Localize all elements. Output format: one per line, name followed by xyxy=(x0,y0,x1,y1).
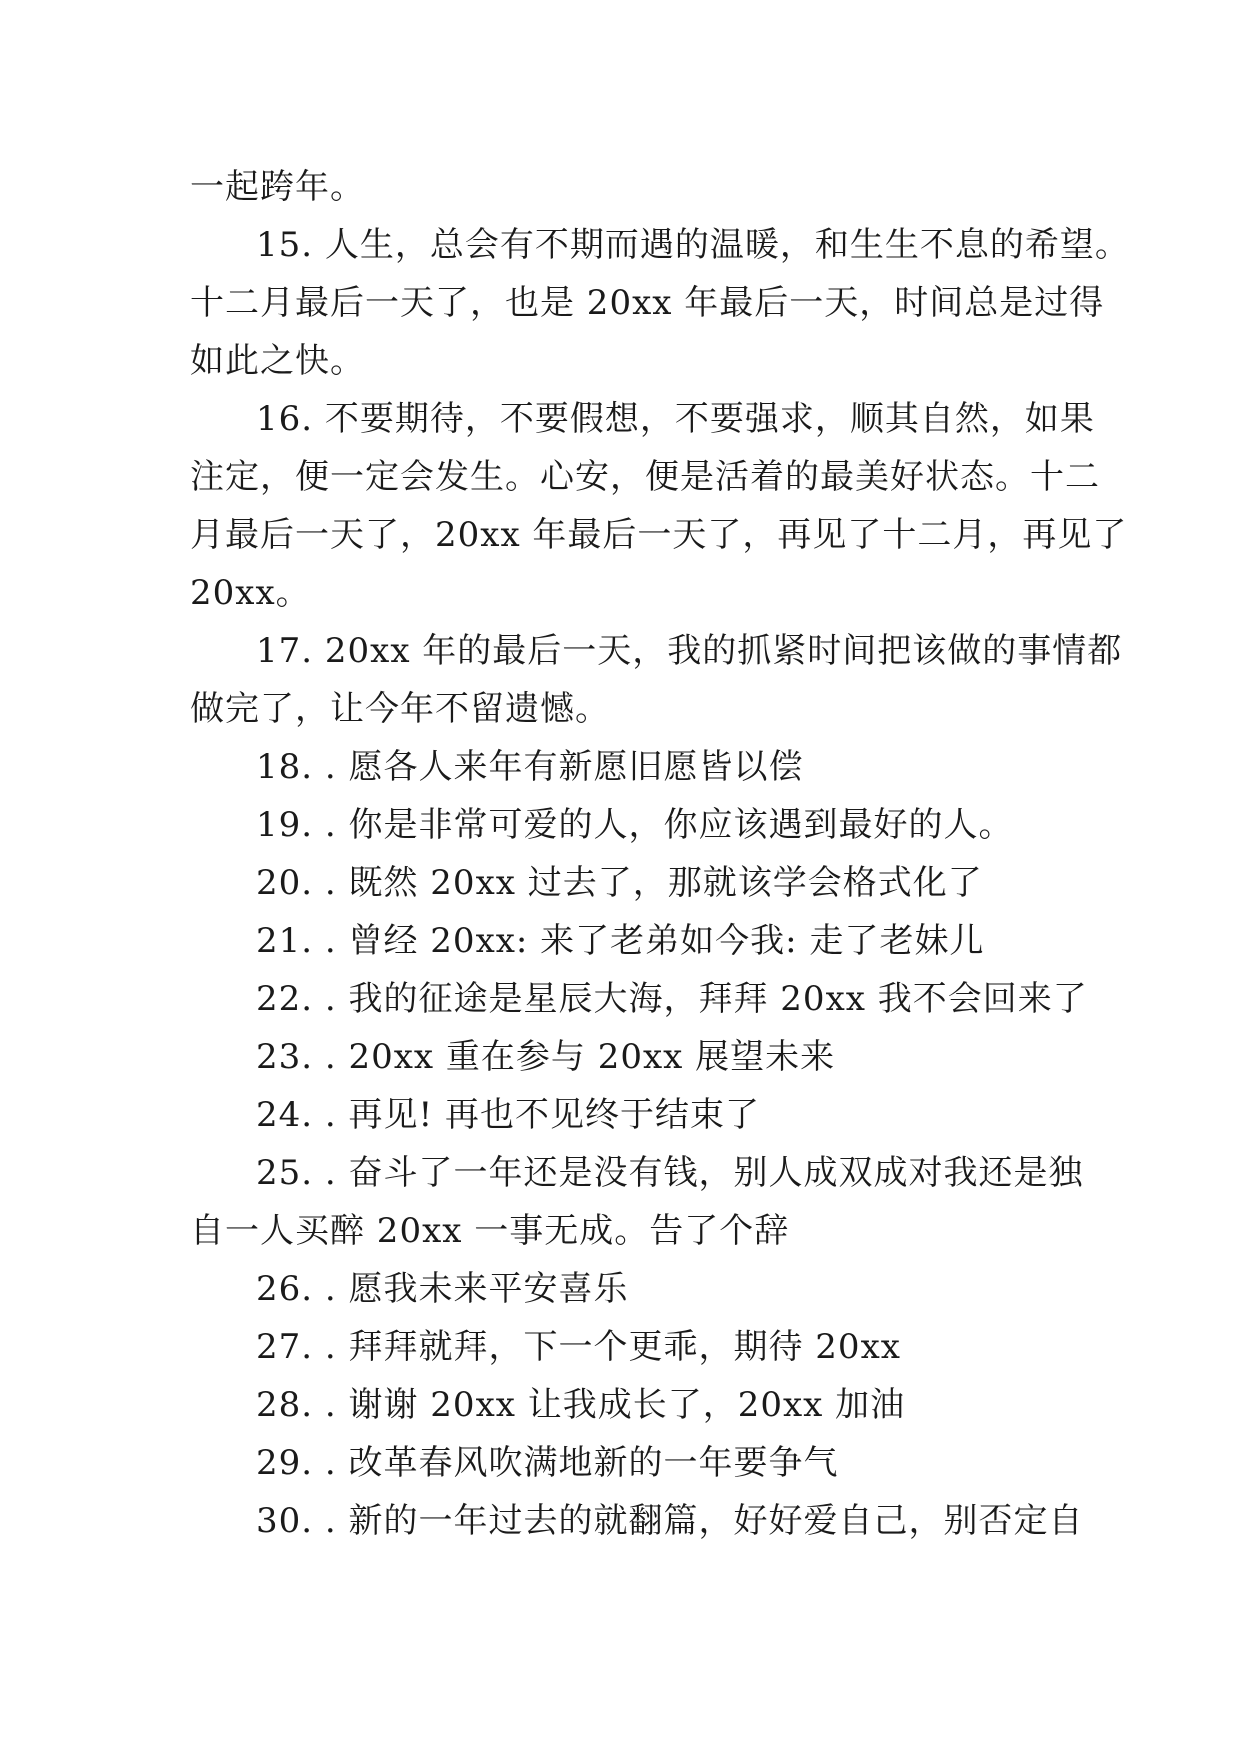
text-line: 20. . 既然 20xx 过去了，那就该学会格式化了 xyxy=(256,863,983,903)
text-line: 20xx。 xyxy=(190,573,311,613)
text-line: 注定，便一定会发生。心安，便是活着的最美好状态。十二 xyxy=(190,457,1100,497)
text-line: 28. . 谢谢 20xx 让我成长了，20xx 加油 xyxy=(256,1385,906,1425)
text-line: 16. 不要期待，不要假想，不要强求，顺其自然，如果 xyxy=(256,399,1095,439)
text-line: 26. . 愿我未来平安喜乐 xyxy=(256,1269,629,1309)
text-line: 23. . 20xx 重在参与 20xx 展望未来 xyxy=(256,1037,836,1077)
text-line: 25. . 奋斗了一年还是没有钱，别人成双成对我还是独 xyxy=(256,1153,1084,1193)
text-line: 27. . 拜拜就拜，下一个更乖，期待 20xx xyxy=(256,1327,901,1367)
text-line: 17. 20xx 年的最后一天，我的抓紧时间把该做的事情都 xyxy=(256,631,1123,671)
text-line: 十二月最后一天了，也是 20xx 年最后一天，时间总是过得 xyxy=(190,283,1105,323)
text-line: 一起跨年。 xyxy=(190,167,365,207)
text-line: 18. . 愿各人来年有新愿旧愿皆以偿 xyxy=(256,747,804,787)
text-line: 做完了，让今年不留遗憾。 xyxy=(190,689,610,729)
text-line: 19. . 你是非常可爱的人，你应该遇到最好的人。 xyxy=(256,805,1014,845)
text-line: 自一人买醉 20xx 一事无成。告了个辞 xyxy=(190,1211,790,1251)
text-line: 15. 人生，总会有不期而遇的温暖，和生生不息的希望。 xyxy=(256,225,1130,265)
text-line: 24. . 再见! 再也不见终于结束了 xyxy=(256,1095,760,1135)
text-line: 21. . 曾经 20xx: 来了老弟如今我: 走了老妹儿 xyxy=(256,921,985,961)
text-line: 29. . 改革春风吹满地新的一年要争气 xyxy=(256,1443,839,1483)
document-body xyxy=(190,158,1130,1550)
text-line: 如此之快。 xyxy=(190,341,365,381)
text-line: 月最后一天了，20xx 年最后一天了，再见了十二月，再见了 xyxy=(190,515,1128,555)
text-line: 22. . 我的征途是星辰大海，拜拜 20xx 我不会回来了 xyxy=(256,979,1088,1019)
text-line: 30. . 新的一年过去的就翻篇，好好爱自己，别否定自 xyxy=(256,1501,1084,1541)
